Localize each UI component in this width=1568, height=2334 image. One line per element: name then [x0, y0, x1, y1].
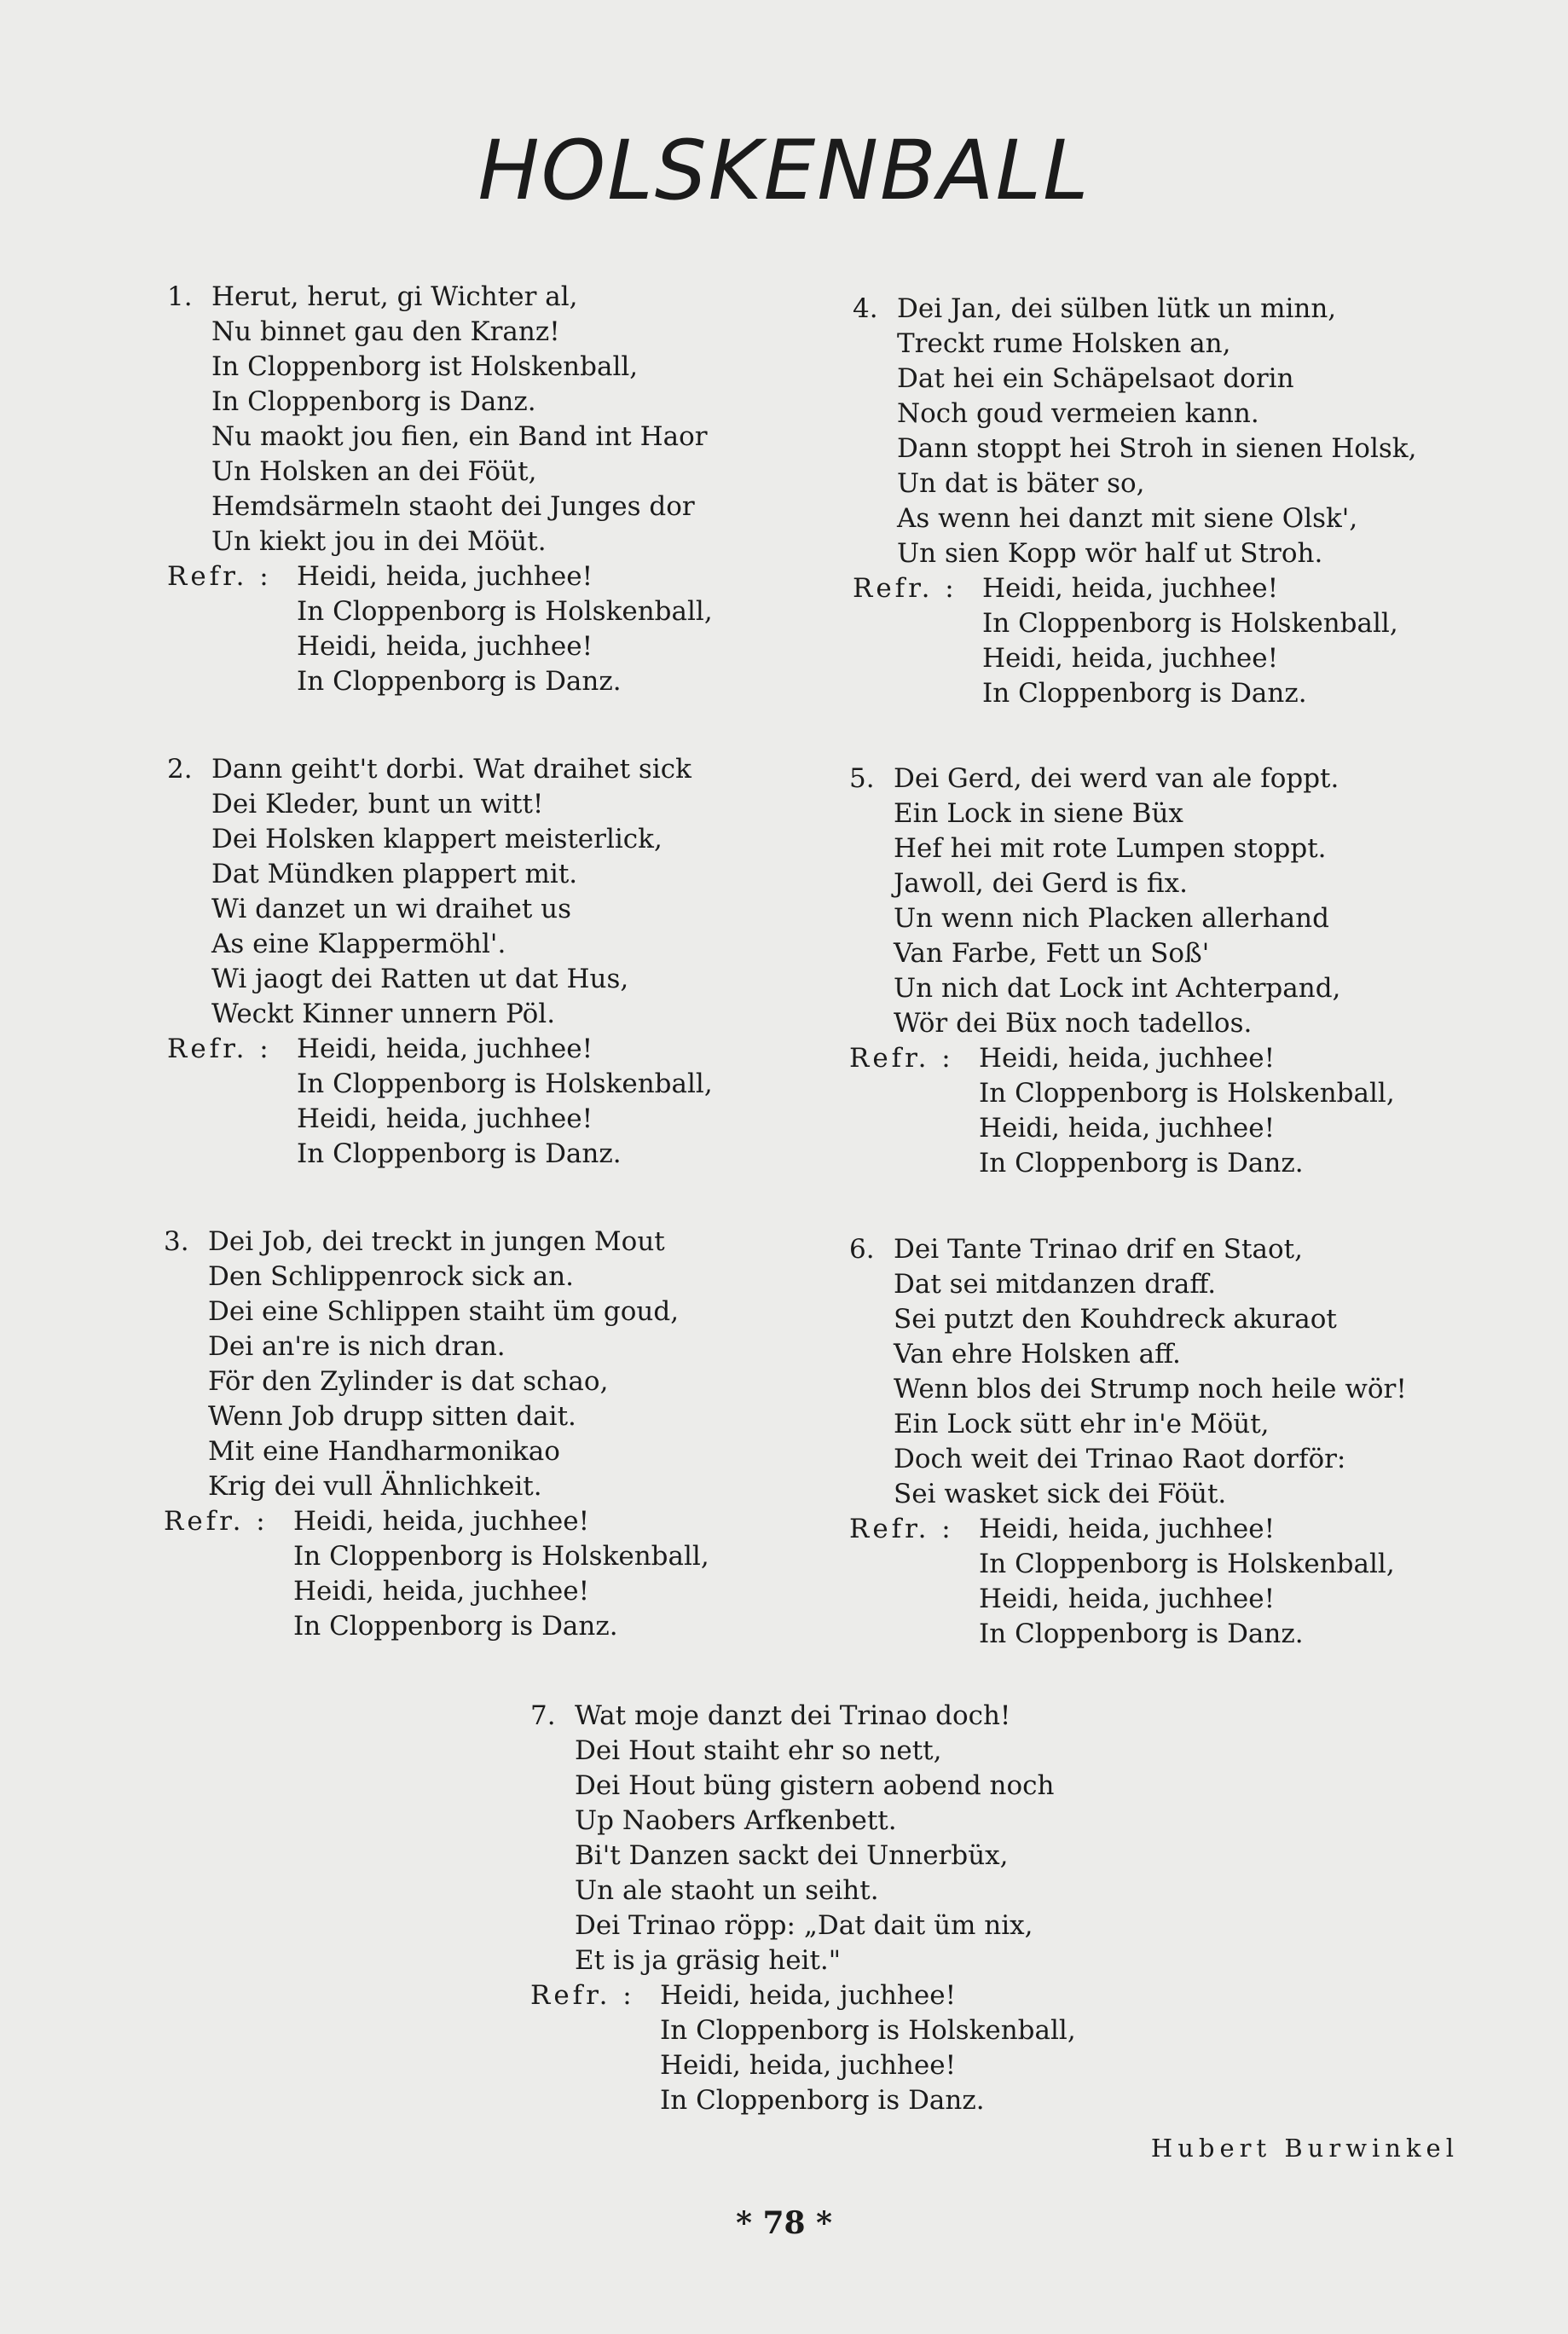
refrain-line-text: Heidi, heida, juchhee!: [982, 573, 1279, 604]
refrain-label: Refr. :: [849, 1514, 954, 1544]
verse-line-text: Wat moje danzt dei Trinao doch!: [575, 1700, 1011, 1731]
verse-line: In Cloppenborg ist Holskenball,: [211, 351, 639, 382]
verse-line: Wenn Job drupp sitten dait.: [208, 1401, 576, 1432]
verse-line: [167, 280, 713, 315]
refrain: [849, 1512, 1407, 1652]
refrain-label: Refr. :: [167, 1034, 272, 1064]
verse-line: Dei Hout staiht ehr so nett,: [575, 1735, 942, 1766]
verse-line: [849, 1232, 1407, 1267]
refrain: [849, 1041, 1395, 1181]
verse-line: As eine Klappermöhl'.: [211, 929, 506, 959]
verse-7: [530, 1699, 1076, 2118]
verse-line: Up Naobers Arfkenbett.: [575, 1805, 897, 1836]
refrain: [853, 571, 1416, 711]
refrain-line: In Cloppenborg is Danz.: [293, 1611, 618, 1642]
verse-line: Doch weit dei Trinao Raot dorför:: [894, 1444, 1346, 1474]
refrain-line: In Cloppenborg is Holskenball,: [297, 1069, 713, 1099]
refrain-line: [530, 1978, 1076, 2013]
verse-line: [167, 752, 713, 787]
refrain-label: Refr. :: [849, 1043, 954, 1074]
refrain-line-text: Heidi, heida, juchhee!: [660, 1980, 957, 2011]
verse-line: Sei putzt den Kouhdreck akuraot: [894, 1304, 1337, 1335]
verse-line: Jawoll, dei Gerd is fix.: [894, 868, 1188, 899]
refrain-line: In Cloppenborg is Danz.: [660, 2085, 985, 2116]
verse-line: Dei Trinao röpp: „Dat dait üm nix,: [575, 1910, 1033, 1941]
refrain-label: Refr. :: [530, 1980, 635, 2011]
refrain-line: [853, 571, 1416, 606]
verse-line: As wenn hei danzt mit siene Olsk',: [897, 503, 1358, 534]
refrain-line: In Cloppenborg is Holskenball,: [660, 2015, 1076, 2046]
verse-line: Wör dei Büx noch tadellos.: [894, 1008, 1253, 1039]
refrain-line-text: Heidi, heida, juchhee!: [979, 1514, 1276, 1544]
verse-line: För den Zylinder is dat schao,: [208, 1366, 609, 1397]
refrain-line: Heidi, heida, juchhee!: [979, 1584, 1276, 1614]
verse-line-text: Dann geiht't dorbi. Wat draihet sick: [211, 754, 691, 785]
refrain-line: Heidi, heida, juchhee!: [297, 1103, 593, 1134]
verse-line-text: Dei Job, dei treckt in jungen Mout: [208, 1226, 665, 1257]
verse-line: Un sien Kopp wör half ut Stroh.: [897, 538, 1323, 569]
refrain: [530, 1978, 1076, 2118]
verse-line: [849, 762, 1395, 796]
refrain-line: Heidi, heida, juchhee!: [660, 2050, 957, 2081]
verse-line: [164, 1225, 709, 1260]
verse-line: Krig dei vull Ähnlichkeit.: [208, 1471, 542, 1502]
verse-line: Wenn blos dei Strump noch heile wör!: [894, 1374, 1407, 1404]
refrain-label: Refr. :: [853, 573, 958, 604]
refrain-line: In Cloppenborg is Holskenball,: [293, 1541, 709, 1572]
refrain: [167, 1032, 713, 1172]
verse-line: In Cloppenborg is Danz.: [211, 386, 536, 417]
verse-number: 7.: [530, 1700, 556, 1731]
verse-line: Hef hei mit rote Lumpen stoppt.: [894, 833, 1327, 864]
verse-line: Wi jaogt dei Ratten ut dat Hus,: [211, 964, 629, 994]
verse-number: 2.: [167, 754, 193, 785]
verse-1: [167, 280, 713, 699]
verse-line: Nu binnet gau den Kranz!: [211, 316, 560, 347]
verse-line-text: Dei Gerd, dei werd van ale foppt.: [894, 763, 1339, 794]
refrain: [164, 1504, 709, 1644]
verse-line: Dat Mündken plappert mit.: [211, 859, 578, 889]
refrain-line: In Cloppenborg is Danz.: [979, 1148, 1304, 1179]
refrain-label: Refr. :: [164, 1506, 269, 1537]
verse-3: [164, 1225, 709, 1644]
author-name: Hubert Burwinkel: [1150, 2134, 1459, 2163]
verse-number: 3.: [164, 1226, 189, 1257]
refrain-line: In Cloppenborg is Holskenball,: [979, 1549, 1395, 1579]
verse-line: Dei an're is nich dran.: [208, 1331, 506, 1362]
refrain-line-text: Heidi, heida, juchhee!: [297, 561, 593, 592]
verse-line: Hemdsärmeln staoht dei Junges dor: [211, 491, 695, 522]
refrain-line: In Cloppenborg is Danz.: [982, 678, 1307, 709]
refrain-line: [167, 559, 713, 594]
verse-line: Un nich dat Lock int Achterpand,: [894, 973, 1341, 1004]
verse-line: Dei Holsken klappert meisterlick,: [211, 824, 662, 854]
page-title: HOLSKENBALL: [477, 123, 1091, 218]
verse-4: [853, 292, 1416, 711]
refrain-line-text: Heidi, heida, juchhee!: [297, 1034, 593, 1064]
verse-line: Un kiekt jou in dei Möüt.: [211, 526, 547, 557]
verse-line: Dei Hout büng gistern aobend noch: [575, 1770, 1055, 1801]
refrain-line: [849, 1041, 1395, 1076]
refrain-line: Heidi, heida, juchhee!: [982, 643, 1279, 674]
verse-number: 4.: [853, 293, 878, 324]
verse-line: [853, 292, 1416, 327]
verse-6: [849, 1232, 1407, 1652]
refrain: [167, 559, 713, 699]
verse-line: Dei Kleder, bunt un witt!: [211, 789, 544, 820]
verse-line: [530, 1699, 1076, 1734]
refrain-line: Heidi, heida, juchhee!: [293, 1576, 590, 1607]
verse-line: Un dat is bäter so,: [897, 468, 1145, 499]
verse-line: Van ehre Holsken aff.: [894, 1339, 1181, 1370]
verse-number: 5.: [849, 763, 875, 794]
refrain-line: In Cloppenborg is Danz.: [297, 666, 622, 697]
verse-5: [849, 762, 1395, 1181]
verse-line: Sei wasket sick dei Föüt.: [894, 1479, 1227, 1509]
verse-number: 6.: [849, 1234, 875, 1265]
refrain-label: Refr. :: [167, 561, 272, 592]
verse-line: Noch goud vermeien kann.: [897, 398, 1259, 429]
verse-2: [167, 752, 713, 1172]
verse-line: Et is ja gräsig heit.": [575, 1945, 842, 1976]
verse-line: Wi danzet un wi draihet us: [211, 894, 572, 924]
refrain-line: In Cloppenborg is Danz.: [979, 1619, 1304, 1649]
verse-line-text: Dei Jan, dei sülben lütk un minn,: [897, 293, 1337, 324]
verse-line: Bi't Danzen sackt dei Unnerbüx,: [575, 1840, 1009, 1871]
refrain-line: In Cloppenborg is Holskenball,: [982, 608, 1398, 639]
refrain-line: [849, 1512, 1407, 1547]
verse-line: Un Holsken an dei Föüt,: [211, 456, 537, 487]
verse-line: Treckt rume Holsken an,: [897, 328, 1231, 359]
refrain-line: In Cloppenborg is Danz.: [297, 1138, 622, 1169]
verse-line: Weckt Kinner unnern Pöl.: [211, 999, 556, 1029]
refrain-line: Heidi, heida, juchhee!: [979, 1113, 1276, 1144]
refrain-line: Heidi, heida, juchhee!: [297, 631, 593, 662]
verse-line: Un ale staoht un seiht.: [575, 1875, 879, 1906]
verse-line: Van Farbe, Fett un Soß': [894, 938, 1210, 969]
verse-line: Nu maokt jou fien, ein Band int Haor: [211, 421, 708, 452]
verse-line: Dat sei mitdanzen draff.: [894, 1269, 1217, 1300]
refrain-line: [167, 1032, 713, 1067]
refrain-line: [164, 1504, 709, 1539]
verse-line-text: Herut, herut, gi Wichter al,: [211, 281, 578, 312]
refrain-line-text: Heidi, heida, juchhee!: [979, 1043, 1276, 1074]
verse-line: Mit eine Handharmonikao: [208, 1436, 560, 1467]
page-number: * 78 *: [736, 2205, 832, 2241]
verse-number: 1.: [167, 281, 193, 312]
refrain-line: In Cloppenborg is Holskenball,: [297, 596, 713, 627]
refrain-line-text: Heidi, heida, juchhee!: [293, 1506, 590, 1537]
verse-line: Un wenn nich Placken allerhand: [894, 903, 1329, 934]
verse-line: Ein Lock in siene Büx: [894, 798, 1183, 829]
verse-line: Dei eine Schlippen staiht üm goud,: [208, 1296, 680, 1327]
refrain-line: In Cloppenborg is Holskenball,: [979, 1078, 1395, 1109]
verse-line: Ein Lock sütt ehr in'e Möüt,: [894, 1409, 1270, 1439]
verse-line-text: Dei Tante Trinao drif en Staot,: [894, 1234, 1303, 1265]
verse-line: Dat hei ein Schäpelsaot dorin: [897, 363, 1294, 394]
verse-line: Den Schlippenrock sick an.: [208, 1261, 575, 1292]
verse-line: Dann stoppt hei Stroh in sienen Holsk,: [897, 433, 1417, 464]
